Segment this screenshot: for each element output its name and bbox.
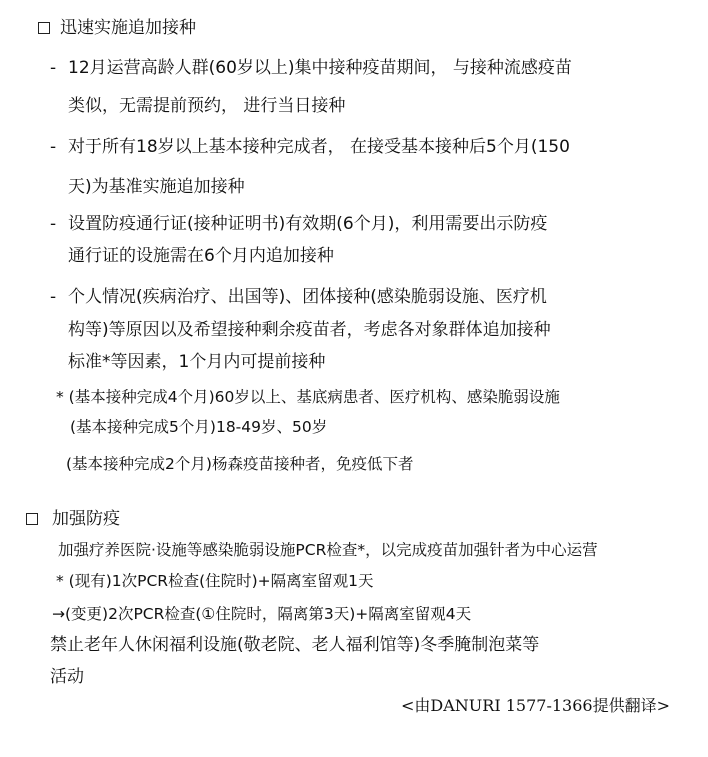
bullet-dash: - xyxy=(50,58,57,78)
checkbox-icon xyxy=(38,22,50,34)
section2-line: 活动 xyxy=(50,667,84,687)
section2-title: 加强防疫 xyxy=(52,509,120,529)
bullet-dash: - xyxy=(50,137,57,157)
bullet1-line2: 类似，无需提前预约， 进行当日接种 xyxy=(68,96,346,116)
bullet-dash: - xyxy=(50,214,57,234)
bullet4-line2: 构等)等原因以及希望接种剩余疫苗者，考虑各对象群体追加接种 xyxy=(68,320,551,340)
bullet2-line1: 对于所有18岁以上基本接种完成者， 在接受基本接种后5个月(150 xyxy=(68,137,570,157)
checkbox-icon xyxy=(26,513,38,525)
bullet3-line1: 设置防疫通行证(接种证明书)有效期(6个月)，利用需要出示防疫 xyxy=(68,214,548,234)
bullet2-line2: 天)为基准实施追加接种 xyxy=(68,177,245,197)
translation-credit: <由DANURI 1577-1366提供翻译> xyxy=(401,696,670,715)
note-line: * (基本接种完成4个月)60岁以上、基底病患者、医疗机构、感染脆弱设施 xyxy=(56,388,560,406)
section2-line: 加强疗养医院·设施等感染脆弱设施PCR检查*，以完成疫苗加强针者为中心运营 xyxy=(58,541,598,559)
section2-line: 禁止老年人休闲福利设施(敬老院、老人福利馆等)冬季腌制泡菜等 xyxy=(50,635,540,655)
bullet4-line3: 标准*等因素，1个月内可提前接种 xyxy=(68,352,326,372)
bullet4-line1: 个人情况(疾病治疗、出国等)、团体接种(感染脆弱设施、医疗机 xyxy=(68,287,547,307)
note-line: (基本接种完成2个月)杨森疫苗接种者，免疫低下者 xyxy=(66,455,414,473)
section1-title: 迅速实施追加接种 xyxy=(60,18,196,38)
section2-line: →(变更)2次PCR检查(①住院时，隔离第3天)+隔离室留观4天 xyxy=(52,605,472,623)
note-line: (基本接种完成5个月)18-49岁、50岁 xyxy=(70,418,328,436)
bullet3-line2: 通行证的设施需在6个月内追加接种 xyxy=(68,246,334,266)
bullet1-line1: 12月运营高龄人群(60岁以上)集中接种疫苗期间， 与接种流感疫苗 xyxy=(68,58,572,78)
bullet-dash: - xyxy=(50,287,57,307)
section2-line: * (现有)1次PCR检查(住院时)+隔离室留观1天 xyxy=(56,572,374,590)
